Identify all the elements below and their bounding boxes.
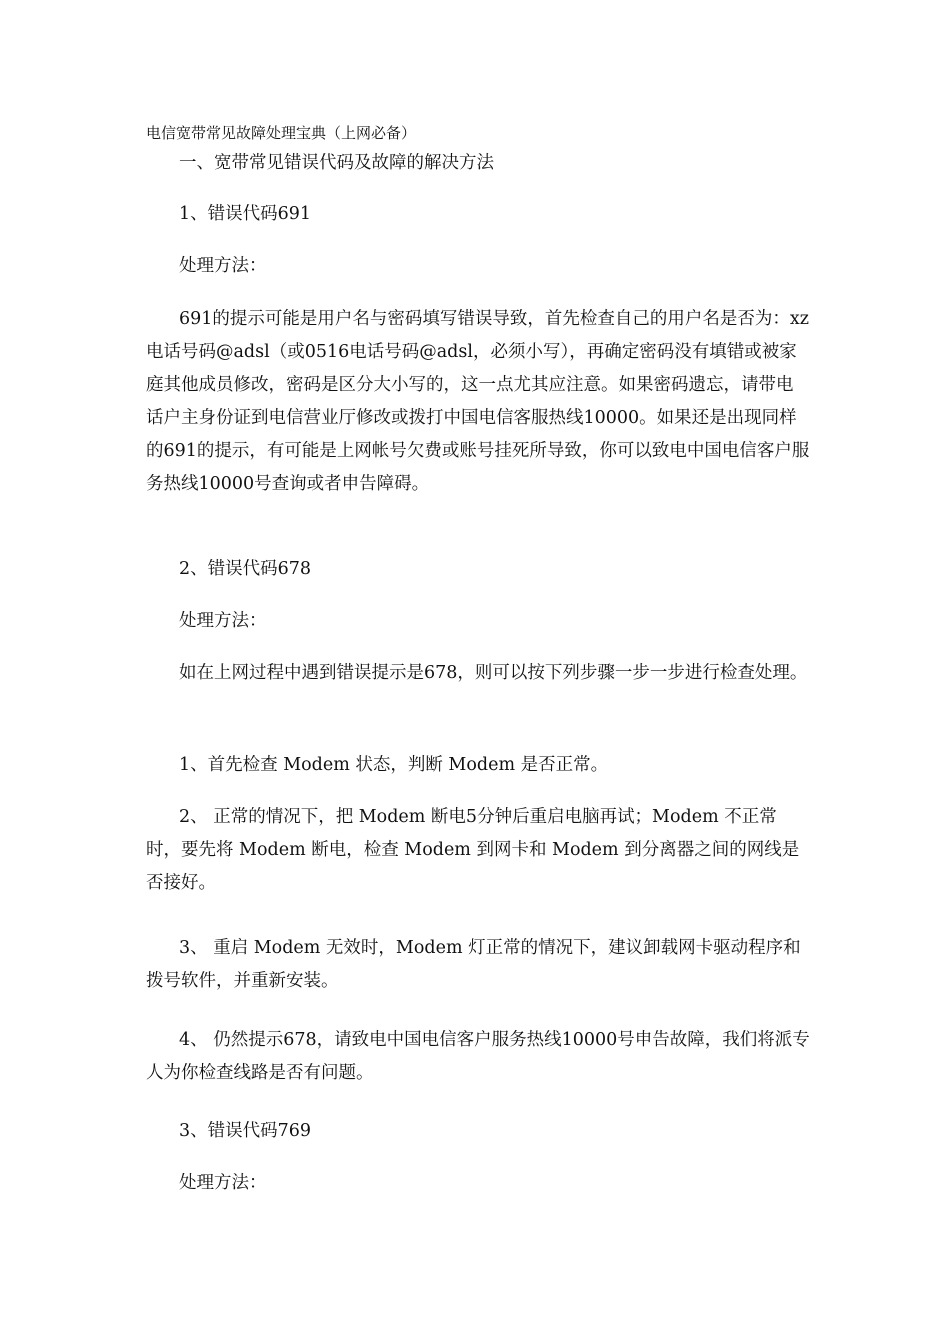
item-3-method-label: 处理方法： (179, 1173, 267, 1193)
item-2-heading: 2、错误代码678 (179, 559, 312, 579)
item-2-method-label: 处理方法： (179, 611, 267, 631)
item-2-step-1: 1、首先检查 Modem 状态，判断 Modem 是否正常。 (179, 755, 609, 775)
section-heading: 一、宽带常见错误代码及故障的解决方法 (179, 153, 494, 173)
item-1-body: 691的提示可能是用户名与密码填写错误导致，首先检查自己的用户名是否为：xz 电话号码@adsl（或0516电话号码@adsl，必须小写），再确定密码没有填错或被家庭其他成员修改，密码是区分大小写的，这一点尤其应注意。如果密码遗忘，请带电话户主身份证到电信营业厅修改或拨打中国电信客服热线10000。如果还是出现同样的691的提示，有可能是上网帐号欠费或账号挂死所导致，你可以致电中国电信客户服务热线10000号查询或者申告障碍。 (146, 309, 810, 494)
item-2-body: 如在上网过程中遇到错误提示是678，则可以按下列步骤一步一步进行检查处理。 (179, 663, 808, 683)
item-2-step-4: 4、 仍然提示678，请致电中国电信客户服务热线10000号申告故障，我们将派专人为你检查线路是否有问题。 (146, 1030, 810, 1083)
item-2-step-3: 3、 重启 Modem 无效时，Modem 灯正常的情况下，建议卸载网卡驱动程序和拨号软件，并重新安装。 (146, 938, 801, 991)
item-1-heading: 1、错误代码691 (179, 204, 312, 224)
item-3-heading: 3、错误代码769 (179, 1121, 312, 1141)
document-title-text: 电信宽带常见故障处理宝典（上网必备） (146, 124, 417, 142)
document-title (146, 123, 416, 143)
item-2-step-2: 2、 正常的情况下，把 Modem 断电5分钟后重启电脑再试；Modem 不正常时，要先将 Modem 断电，检查 Modem 到网卡和 Modem 到分离器之间的网线是否接好。 (146, 807, 800, 893)
item-1-method-label: 处理方法： (179, 256, 267, 276)
